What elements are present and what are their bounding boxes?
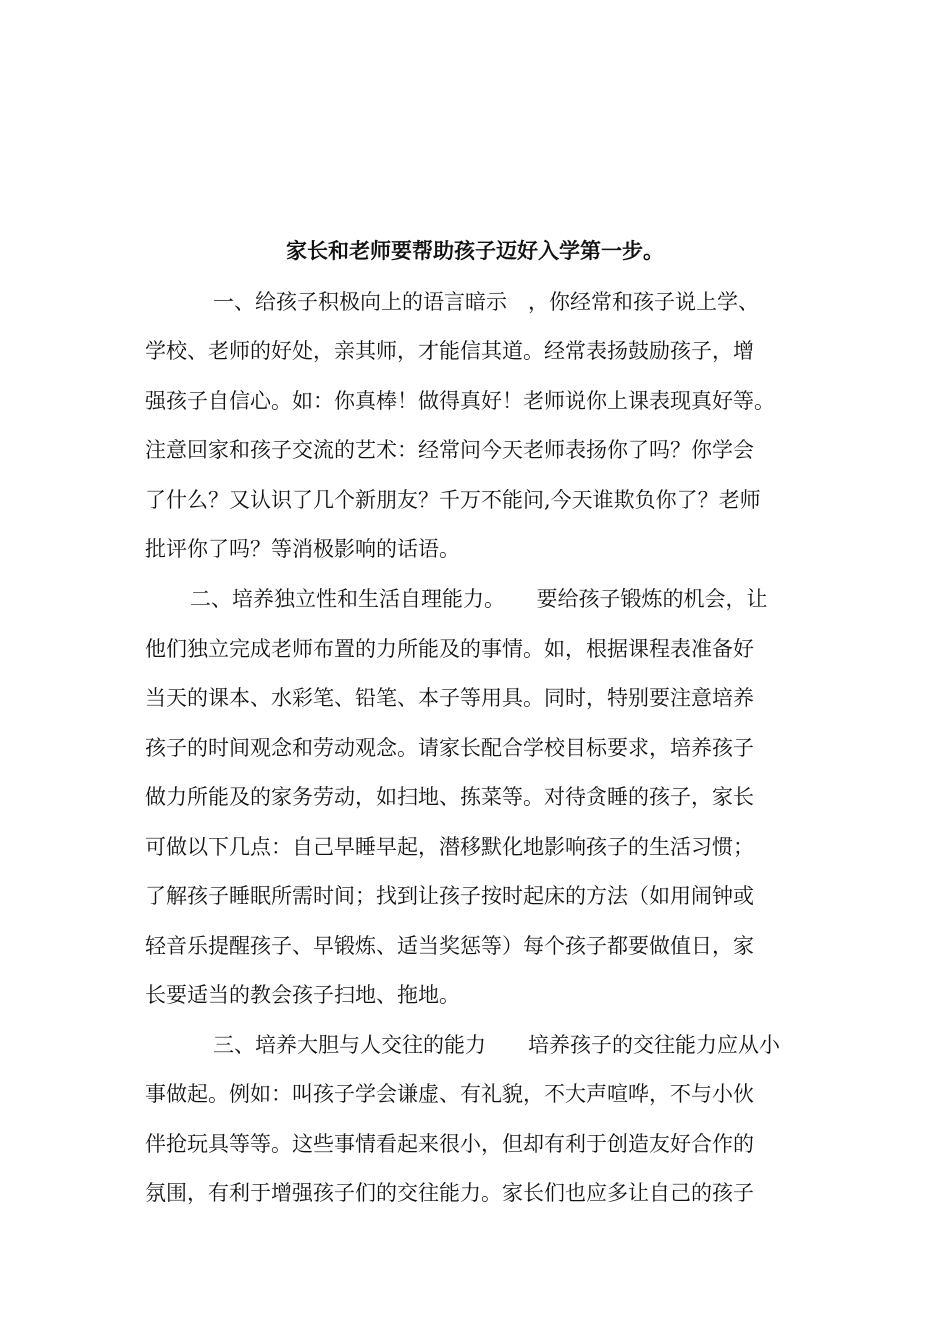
- paragraph-3-line-2: 事做起。例如：叫孩子学会谦虚、有礼貌，不大声喧哗，不与小伙: [145, 1082, 754, 1106]
- paragraph-2-line-3: 当天的课本、水彩笔、铅笔、本子等用具。同时，特别要注意培养: [145, 686, 754, 710]
- paragraph-2-line-7: 了解孩子睡眠所需时间；找到让孩子按时起床的方法（如用闹钟或: [145, 884, 754, 908]
- paragraph-3-line-4: 氛围，有利于增强孩子们的交往能力。家长们也应多让自己的孩子: [145, 1181, 754, 1205]
- paragraph-3-line-3: 伴抢玩具等等。这些事情看起来很小，但却有利于创造友好合作的: [145, 1132, 754, 1156]
- paragraph-1-line-3: 强孩子自信心。如：你真棒！做得真好！老师说你上课表现真好等。: [145, 389, 775, 413]
- paragraph-2-line-4: 孩子的时间观念和劳动观念。请家长配合学校目标要求，培养孩子: [145, 736, 754, 760]
- document-title: 家长和老师要帮助孩子迈好入学第一步。: [286, 239, 664, 263]
- paragraph-1-line-5: 了什么？又认识了几个新朋友？千万不能问,今天谁欺负你了？老师: [145, 488, 761, 512]
- paragraph-3-line-1: 三、培养大胆与人交往的能力 培养孩子的交往能力应从小: [213, 1033, 780, 1057]
- paragraph-2-line-6: 可做以下几点：自己早睡早起，潜移默化地影响孩子的生活习惯；: [145, 835, 754, 859]
- paragraph-1-line-1: 一、给孩子积极向上的语言暗示 ，你经常和孩子说上学、: [213, 290, 759, 314]
- paragraph-2-line-5: 做力所能及的家务劳动，如扫地、拣菜等。对待贪睡的孩子，家长: [145, 785, 754, 809]
- paragraph-2-line-1: 二、培养独立性和生活自理能力。 要给孩子锻炼的机会，让: [190, 587, 768, 611]
- paragraph-1-line-4: 注意回家和孩子交流的艺术：经常问今天老师表扬你了吗？你学会: [145, 438, 754, 462]
- paragraph-2-line-2: 他们独立完成老师布置的力所能及的事情。如，根据课程表准备好: [145, 637, 754, 661]
- paragraph-2-line-8: 轻音乐提醒孩子、早锻炼、适当奖惩等）每个孩子都要做值日，家: [145, 934, 754, 958]
- paragraph-2-line-9: 长要适当的教会孩子扫地、拖地。: [145, 983, 460, 1007]
- paragraph-1-line-2: 学校、老师的好处，亲其师，才能信其道。经常表扬鼓励孩子，增: [145, 339, 754, 363]
- paragraph-1-line-6: 批评你了吗？等消极影响的话语。: [145, 537, 460, 561]
